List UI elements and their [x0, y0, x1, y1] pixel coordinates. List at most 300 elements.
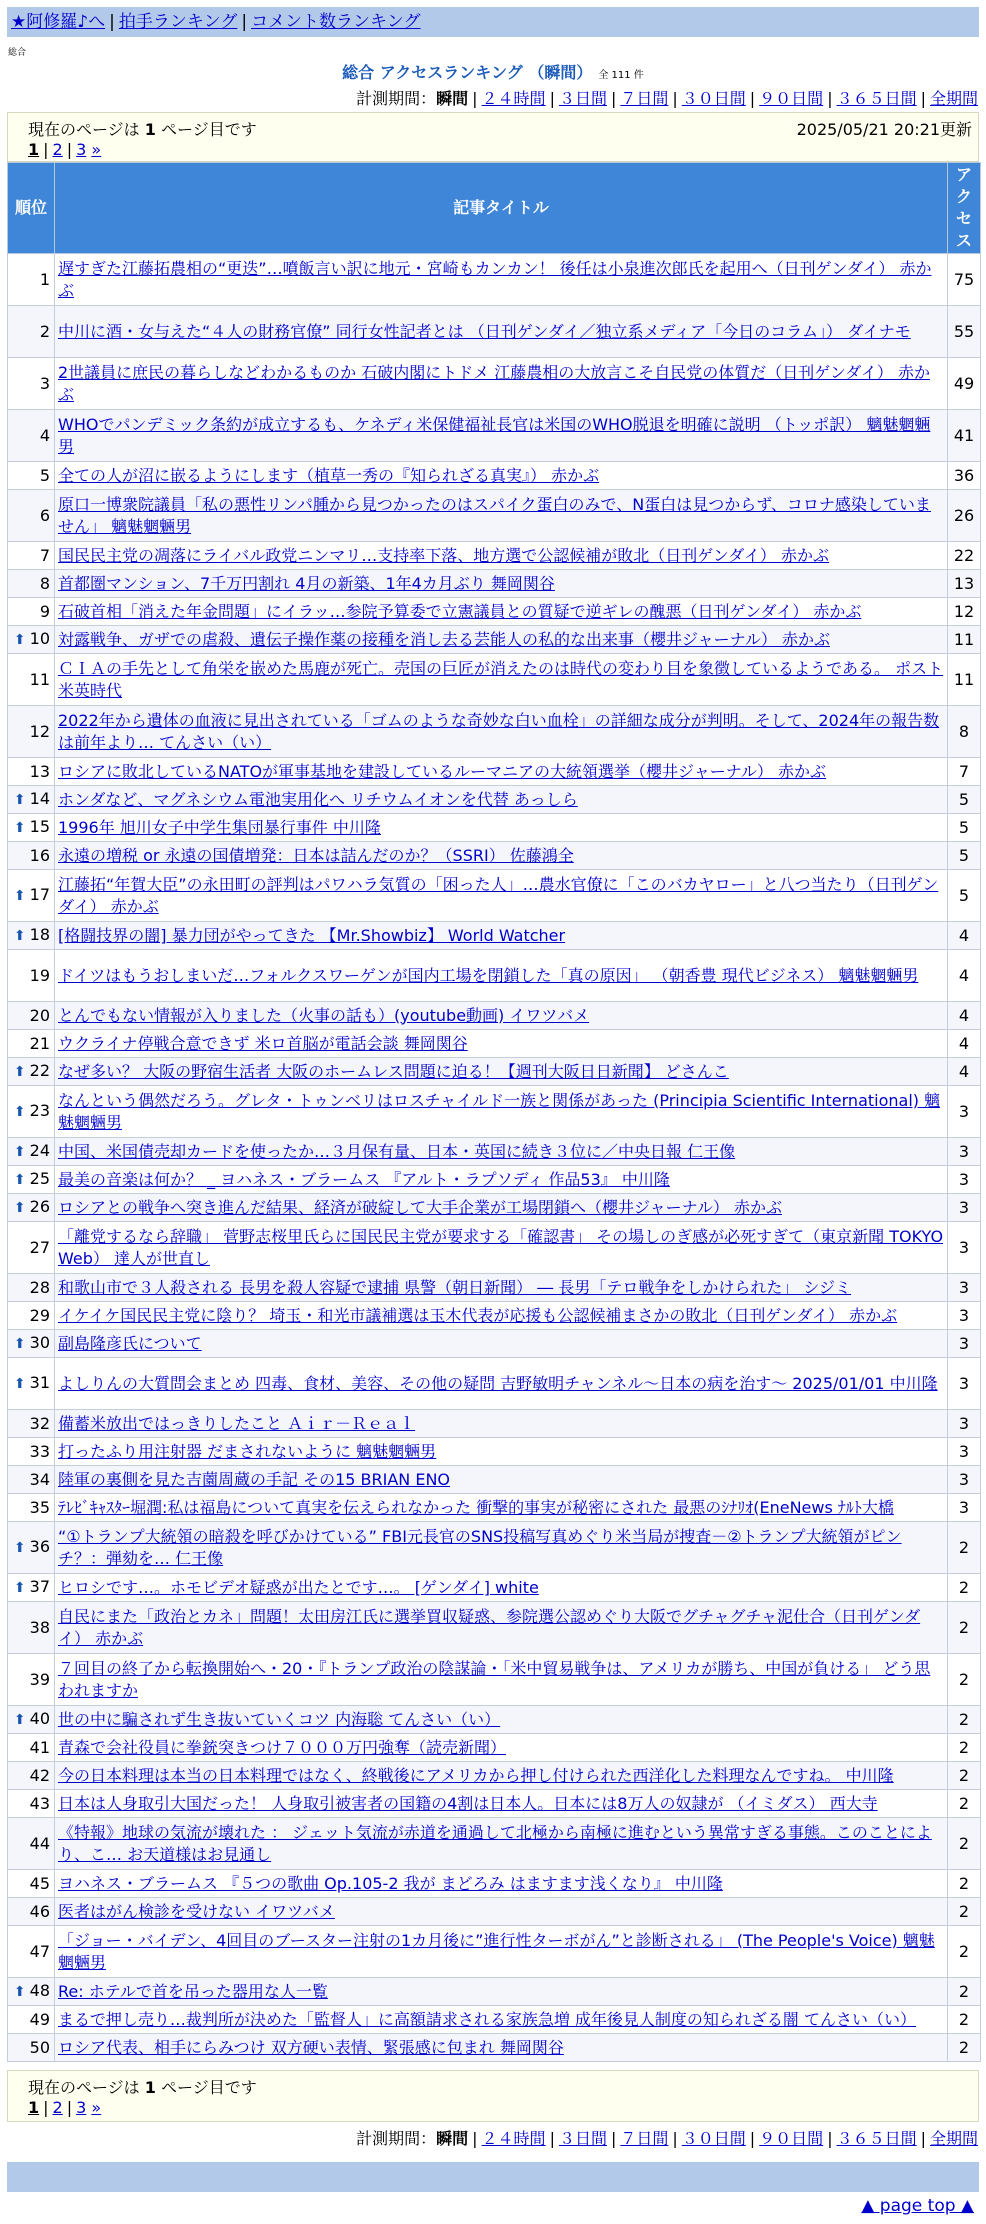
rank-number: 5: [39, 465, 50, 485]
access-count: 4: [948, 950, 981, 1002]
access-count: 2: [948, 1898, 981, 1926]
article-title-link[interactable]: 備蓄米放出ではっきりしたこと Ａｉｒ－Ｒｅａｌ: [58, 1413, 416, 1433]
access-count: 49: [948, 358, 981, 410]
access-count: 3: [948, 1166, 981, 1194]
title-cell: [55, 410, 948, 462]
rank-number: 11: [29, 669, 50, 689]
article-title-link[interactable]: 石破首相「消えた年金問題」にイラッ…参院予算委で立憲議員との質疑で逆ギレの醜悪（日刊ゲンダイ） 赤かぶ: [58, 601, 862, 621]
table-row: [8, 1898, 981, 1926]
rank-cell: [8, 306, 55, 358]
rank-cell: [8, 598, 55, 626]
article-title-link[interactable]: 「離党するなら辞職」 菅野志桜里氏らに国民民主党が要求する「確認書」 その場しのぎ感が必死すぎて（東京新聞 TOKYO Web） 達人が世直し: [58, 1226, 944, 1268]
rank-cell: [8, 922, 55, 950]
access-count: 5: [948, 814, 981, 842]
col-title-header: 記事タイトル: [55, 163, 948, 254]
table-row: [8, 1274, 981, 1302]
article-title-link[interactable]: 中国、米国債売却カードを使ったか…３月保有量、日本・英国に続き３位に／中央日報 仁王像: [58, 1141, 736, 1161]
article-title-link[interactable]: 1996年 旭川女子中学生集団暴行事件 中川隆: [58, 817, 381, 837]
access-count: 3: [948, 1302, 981, 1330]
article-title-link[interactable]: 今の日本料理は本当の日本料理ではなく、終戦後にアメリカから押し付けられた西洋化した料理なんですね。 中川隆: [58, 1765, 894, 1785]
access-count: 2: [948, 2006, 981, 2034]
table-row: [8, 598, 981, 626]
article-title-link[interactable]: ﾃﾚﾋﾞｷｬｽﾀｰ堀潤:私は福島について真実を伝えられなかった 衝撃的事実が秘密にされた 最悪のｼﾅﾘｵ(EneNews ﾅﾙﾄ大橋: [58, 1497, 894, 1517]
nav-comment-ranking-link[interactable]: コメント数ランキング: [251, 12, 421, 32]
rank-cell: [8, 1522, 55, 1574]
table-row: [8, 758, 981, 786]
rank-cell: [8, 1166, 55, 1194]
article-title-link[interactable]: [格闘技界の闇] 暴力団がやってきた 【Mr.Showbiz】 World Watcher: [58, 925, 566, 945]
table-row: [8, 570, 981, 598]
access-count: 3: [948, 1222, 981, 1274]
table-row: [8, 2006, 981, 2034]
current-page-text: 現在のページは 1 ページ目です: [28, 2078, 257, 2097]
nav-home-link[interactable]: ★阿修羅♪へ: [11, 12, 106, 32]
title-cell: [55, 922, 948, 950]
access-count: 4: [948, 922, 981, 950]
access-count: 5: [948, 842, 981, 870]
access-count: 22: [948, 542, 981, 570]
table-row: [8, 870, 981, 922]
pagination: 1 | 2 | 3 »: [28, 2098, 102, 2117]
title-cell: [55, 490, 948, 542]
pager-page-link[interactable]: 2: [52, 2098, 63, 2117]
title-cell: [55, 786, 948, 814]
article-title-link[interactable]: 「ジョー・バイデン、4回目のブースター注射の1カ月後に”進行性ターボがん”と診断される」 (The People's Voice) 魑魅魍魎男: [58, 1930, 935, 1972]
access-count: 3: [948, 1410, 981, 1438]
period-label: 計測期間：: [356, 89, 437, 108]
rank-cell: [8, 1926, 55, 1978]
rank-up-arrow-icon: ⬆: [13, 1984, 26, 2000]
rank-up-arrow-icon: ⬆: [13, 1712, 26, 1728]
article-title-link[interactable]: ７回目の終了から転換開始へ・20・『トランプ政治の陰謀論・「米中貿易戦争は、アメリカが勝ち、中国が負ける」 どう思われますか: [58, 1658, 931, 1700]
article-title-link[interactable]: 対露戦争、ガザでの虐殺、遺伝子操作薬の接種を消し去る芸能人の私的な出来事（櫻井ジャーナル） 赤かぶ: [58, 629, 830, 649]
pager-page-link[interactable]: 2: [52, 140, 63, 159]
article-title-link[interactable]: 2022年から遺体の血液に見出されている「ゴムのような奇妙な白い血栓」の詳細な成分が判明。そして、2024年の報告数は前年より… てんさい（い）: [58, 710, 940, 752]
title-cell: [55, 1790, 948, 1818]
title-cell: [55, 542, 948, 570]
rank-cell: [8, 842, 55, 870]
rank-cell: [8, 490, 55, 542]
access-count: 4: [948, 1030, 981, 1058]
article-title-link[interactable]: 副島隆彦氏について: [58, 1333, 202, 1353]
rank-up-arrow-icon: ⬆: [13, 1580, 26, 1596]
period-link[interactable]: ７日間: [620, 2129, 669, 2148]
access-count: 3: [948, 1358, 981, 1410]
period-current: 瞬間: [436, 2129, 469, 2148]
rank-cell: [8, 1494, 55, 1522]
access-count: 3: [948, 1086, 981, 1138]
title-cell: [55, 1494, 948, 1522]
article-title-link[interactable]: まるで押し売り…裁判所が決めた「監督人」に高額請求される家族急増 成年後見人制度の知られざる闇 てんさい（い）: [58, 2009, 917, 2029]
period-link[interactable]: ３６５日間: [836, 89, 917, 108]
table-row: [8, 358, 981, 410]
period-link[interactable]: ３日間: [558, 89, 607, 108]
table-row: [8, 306, 981, 358]
rank-number: 32: [29, 1413, 50, 1433]
article-title-link[interactable]: ドイツはもうおしまいだ…フォルクスワーゲンが国内工場を閉鎖した「真の原因」 （朝香豊 現代ビジネス） 魑魅魍魎男: [58, 965, 919, 985]
rank-up-arrow-icon: ⬆: [13, 1200, 26, 1216]
rank-up-arrow-icon: ⬆: [13, 1064, 26, 1080]
title-cell: [55, 1302, 948, 1330]
title-cell: [55, 1222, 948, 1274]
access-count: 3: [948, 1438, 981, 1466]
title-cell: [55, 1194, 948, 1222]
rank-number: 4: [39, 425, 50, 445]
title-cell: [55, 1358, 948, 1410]
access-count: 3: [948, 1466, 981, 1494]
page-info-box: [7, 112, 979, 162]
rank-number: 50: [29, 2037, 50, 2057]
table-row: [8, 1602, 981, 1654]
col-count-header: アクセス: [948, 163, 981, 254]
table-row: [8, 654, 981, 706]
table-row: [8, 1410, 981, 1438]
title-cell: [55, 1706, 948, 1734]
article-title-link[interactable]: 陸軍の裏側を見た吉薗周蔵の手記 その15 BRIAN ENO: [58, 1469, 451, 1489]
title-cell: [55, 1898, 948, 1926]
access-count: 2: [948, 1978, 981, 2006]
title-cell: [55, 1410, 948, 1438]
rank-cell: [8, 1438, 55, 1466]
table-row: [8, 1138, 981, 1166]
rank-number: 14: [29, 789, 50, 808]
access-count: 3: [948, 1138, 981, 1166]
rank-number: 42: [29, 1765, 50, 1785]
table-row: [8, 1706, 981, 1734]
rank-cell: [8, 358, 55, 410]
access-count: 55: [948, 306, 981, 358]
category-label: 総合: [8, 48, 27, 58]
period-link[interactable]: ７日間: [620, 89, 669, 108]
rank-cell: [8, 1898, 55, 1926]
rank-cell: [8, 1654, 55, 1706]
article-title-link[interactable]: ヨハネス・ブラームス 『５つの歌曲 Op.105-2 我が まどろみ はますます浅くなり』 中川隆: [58, 1873, 723, 1893]
rank-number: 22: [29, 1061, 50, 1080]
article-title-link[interactable]: 国民民主党の凋落にライバル政党ニンマリ…支持率下落、地方選で公認候補が敗北（日刊ゲンダイ） 赤かぶ: [58, 545, 830, 565]
period-current: 瞬間: [436, 89, 469, 108]
rank-number: 3: [39, 373, 50, 393]
rank-cell: [8, 626, 55, 654]
article-title-link[interactable]: 《特報》地球の気流が壊れた ： ジェット気流が赤道を通過して北極から南極に進むという異常すぎる事態。このことにより、こ… お天道様はお見通し: [58, 1822, 932, 1864]
access-count: 4: [948, 1058, 981, 1086]
table-row: [8, 542, 981, 570]
ranking-table: [7, 162, 981, 2062]
rank-cell: [8, 950, 55, 1002]
title-cell: [55, 358, 948, 410]
rank-number: 49: [29, 2009, 50, 2029]
rank-number: 2: [39, 321, 50, 341]
top-nav-bar: ★阿修羅♪へ | 拍手ランキング | コメント数ランキング: [7, 7, 979, 37]
period-link[interactable]: ３０日間: [681, 2129, 746, 2148]
rank-number: 37: [29, 1577, 50, 1596]
table-row: [8, 1086, 981, 1138]
rank-cell: [8, 1762, 55, 1790]
table-row: [8, 1734, 981, 1762]
article-title-link[interactable]: ヒロシです…。ホモビデオ疑惑が出たとです…。 [ゲンダイ] white: [58, 1577, 539, 1597]
article-title-link[interactable]: 遅すぎた江藤拓農相の“更迭”…噴飯言い訳に地元・宮崎もカンカン！ 後任は小泉進次郎氏を起用へ（日刊ゲンダイ） 赤かぶ: [58, 258, 932, 300]
article-title-link[interactable]: 全ての人が沼に嵌るようにします（植草一秀の『知られざる真実』） 赤かぶ: [58, 465, 600, 485]
rank-number: 34: [29, 1469, 50, 1489]
rank-cell: [8, 1002, 55, 1030]
col-rank-header: 順位: [8, 163, 55, 254]
title-cell: [55, 2034, 948, 2062]
rank-cell: [8, 786, 55, 814]
title-cell: [55, 598, 948, 626]
title-cell: [55, 1466, 948, 1494]
table-row: [8, 1358, 981, 1410]
table-row: [8, 1222, 981, 1274]
rank-number: 48: [29, 1981, 50, 2000]
title-cell: [55, 1002, 948, 1030]
rank-up-arrow-icon: ⬆: [13, 888, 26, 904]
article-title-link[interactable]: なぜ多い？ 大阪の野宿生活者 大阪のホームレス問題に迫る！【週刊大阪日日新聞】 どさんこ: [58, 1061, 729, 1081]
page-title: [0, 60, 986, 83]
period-link[interactable]: ９０日間: [759, 2129, 824, 2148]
rank-number: 27: [29, 1237, 50, 1257]
rank-cell: [8, 1274, 55, 1302]
rank-cell: [8, 1978, 55, 2006]
rank-cell: [8, 1302, 55, 1330]
rank-number: 47: [29, 1941, 50, 1961]
rank-number: 7: [39, 545, 50, 565]
access-count: 4: [948, 1002, 981, 1030]
period-link[interactable]: ３０日間: [681, 89, 746, 108]
title-cell: [55, 570, 948, 598]
access-count: 8: [948, 706, 981, 758]
rank-cell: [8, 1870, 55, 1898]
title-cell: [55, 1818, 948, 1870]
rank-cell: [8, 1058, 55, 1086]
access-count: 2: [948, 1762, 981, 1790]
article-title-link[interactable]: 原口一博衆院議員「私の悪性リンパ腫から見つかったのはスパイク蛋白のみで、N蛋白は見つからず、コロナ感染していません」 魑魅魍魎男: [58, 494, 931, 536]
table-row: [8, 1302, 981, 1330]
table-row: [8, 1978, 981, 2006]
rank-cell: [8, 542, 55, 570]
title-cell: [55, 1978, 948, 2006]
rank-up-arrow-icon: ⬆: [13, 792, 26, 808]
access-count: 2: [948, 1574, 981, 1602]
rank-up-arrow-icon: ⬆: [13, 928, 26, 944]
rank-number: 31: [29, 1373, 50, 1392]
article-title-link[interactable]: 最美の音楽は何か？ _ ヨハネス・ブラームス 『アルト・ラプソディ 作品53』 中川隆: [58, 1169, 670, 1189]
table-row: [8, 2034, 981, 2062]
rank-cell: [8, 1330, 55, 1358]
title-cell: [55, 1654, 948, 1706]
period-link[interactable]: ２４時間: [481, 2129, 546, 2148]
access-count: 26: [948, 490, 981, 542]
access-count: 2: [948, 1706, 981, 1734]
rank-cell: [8, 814, 55, 842]
article-title-link[interactable]: 和歌山市で３人殺される 長男を殺人容疑で逮捕 県警（朝日新聞） ― 長男「テロ戦争をしかけられた」 シジミ: [58, 1277, 852, 1297]
title-cell: [55, 254, 948, 306]
rank-cell: [8, 1602, 55, 1654]
title-cell: [55, 1086, 948, 1138]
table-row: [8, 1002, 981, 1030]
rank-number: 8: [39, 573, 50, 593]
article-title-link[interactable]: とんでもない情報が入りました（火事の話も）(youtube動画) イワツバメ: [58, 1005, 590, 1025]
access-count: 3: [948, 1494, 981, 1522]
period-selector: 計測期間：瞬間 | ２４時間 | ３日間 | ７日間 | ３０日間 | ９０日間 | ３６５日間 | 全期間: [356, 89, 978, 108]
rank-number: 40: [29, 1709, 50, 1728]
access-count: 13: [948, 570, 981, 598]
access-count: 2: [948, 1522, 981, 1574]
table-row: [8, 1762, 981, 1790]
rank-number: 26: [29, 1197, 50, 1216]
rank-cell: [8, 1410, 55, 1438]
article-title-link[interactable]: ウクライナ停戦合意できず 米ロ首脳が電話会談 舞岡関谷: [58, 1033, 468, 1053]
title-cell: [55, 1870, 948, 1898]
rank-number: 36: [29, 1537, 50, 1556]
article-title-link[interactable]: 医者はがん検診を受けない イワツバメ: [58, 1901, 335, 1921]
access-count: 5: [948, 870, 981, 922]
article-title-link[interactable]: よしりんの大質問会まとめ 四毒、食材、美容、その他の疑問 吉野敏明チャンネル～日本の病を治す～ 2025/01/01 中川隆: [58, 1373, 938, 1393]
table-row: [8, 1926, 981, 1978]
article-title-link[interactable]: 打ったふり用注射器 だまされないように 魑魅魍魎男: [58, 1441, 437, 1461]
title-cell: [55, 1926, 948, 1978]
title-cell: [55, 2006, 948, 2034]
rank-number: 23: [29, 1101, 50, 1120]
title-cell: [55, 1438, 948, 1466]
rank-number: 28: [29, 1277, 50, 1297]
rank-number: 1: [39, 269, 50, 289]
rank-cell: [8, 462, 55, 490]
rank-cell: [8, 410, 55, 462]
rank-up-arrow-icon: ⬆: [13, 1376, 26, 1392]
rank-number: 39: [29, 1669, 50, 1689]
rank-cell: [8, 1138, 55, 1166]
rank-up-arrow-icon: ⬆: [13, 820, 26, 836]
rank-cell: [8, 1574, 55, 1602]
article-title-link[interactable]: Re: ホテルで首を吊った器用な人一覧: [58, 1981, 328, 2001]
pager-next-link[interactable]: »: [91, 2098, 102, 2117]
table-row: [8, 706, 981, 758]
title-cell: [55, 1058, 948, 1086]
rank-cell: [8, 254, 55, 306]
title-cell: [55, 758, 948, 786]
title-cell: [55, 1762, 948, 1790]
access-count: 12: [948, 598, 981, 626]
article-title-link[interactable]: なんという偶然だろう。グレタ・トゥンベリはロスチャイルド一族と関係があった (Principia Scientific International) 魑魅魍魎男: [58, 1090, 941, 1132]
page-top-link[interactable]: ▲ page top ▲: [861, 2196, 974, 2216]
access-count: 11: [948, 626, 981, 654]
article-title-link[interactable]: 自民にまた「政治とカネ」問題！太田房江氏に選挙買収疑惑、参院選公認めぐり大阪でグチャグチャ泥仕合（日刊ゲンダイ） 赤かぶ: [58, 1606, 921, 1648]
period-label: 計測期間：: [356, 2129, 437, 2148]
rank-number: 30: [29, 1333, 50, 1352]
rank-number: 13: [29, 761, 50, 781]
article-title-link[interactable]: 日本は人身取引大国だった！ 人身取引被害者の国籍の4割は日本人。日本には8万人の奴隷が （イミダス） 西大寺: [58, 1793, 878, 1813]
table-row: [8, 786, 981, 814]
article-title-link[interactable]: “①トランプ大統領の暗殺を呼びかけている” FBI元長官のSNS投稿写真めぐり米当局が捜査－②トランプ大統領がピンチ？：弾劾を… 仁王像: [58, 1526, 902, 1568]
title-cell: [55, 1522, 948, 1574]
period-link[interactable]: ９０日間: [759, 89, 824, 108]
period-link[interactable]: ３日間: [558, 2129, 607, 2148]
rank-number: 9: [39, 601, 50, 621]
title-cell: [55, 1030, 948, 1058]
rank-cell: [8, 706, 55, 758]
article-title-link[interactable]: WHOでパンデミック条約が成立するも、ケネディ米保健福祉長官は米国のWHO脱退を明確に説明 （トッポ訳） 魑魅魍魎男: [58, 414, 931, 456]
article-title-link[interactable]: ロシア代表、相手にらみつけ 双方硬い表情、緊張感に包まれ 舞岡関谷: [58, 2037, 564, 2057]
table-row: [8, 254, 981, 306]
rank-number: 18: [29, 925, 50, 944]
period-link[interactable]: ３６５日間: [836, 2129, 917, 2148]
table-row: [8, 922, 981, 950]
article-title-link[interactable]: 永遠の増税 or 永遠の国債増発：日本は詰んだのか？（SSRI） 佐藤鴻全: [58, 845, 574, 865]
rank-up-arrow-icon: ⬆: [13, 1172, 26, 1188]
table-row: [8, 1790, 981, 1818]
pager-page-link[interactable]: 3: [76, 2098, 87, 2117]
bottom-bar: [7, 2162, 979, 2192]
rank-cell: [8, 1222, 55, 1274]
current-page-text: 現在のページは 1 ページ目です: [28, 120, 257, 139]
article-title-link[interactable]: ホンダなど、マグネシウム電池実用化へ リチウムイオンを代替 あっしら: [58, 789, 578, 809]
title-cell: [55, 1138, 948, 1166]
article-title-link[interactable]: ロシアとの戦争へ突き進んだ結果、経済が破綻して大手企業が工場閉鎖へ（櫻井ジャーナル） 赤かぶ: [58, 1197, 782, 1217]
updated-time: 2025/05/21 20:21更新: [796, 120, 972, 139]
article-title-link[interactable]: 江藤拓“年賀大臣”の永田町の評判はパワハラ気質の「困った人」…農水官僚に「このバカヤロー」と八つ当たり（日刊ゲンダイ） 赤かぶ: [58, 874, 939, 916]
rank-number: 25: [29, 1169, 50, 1188]
access-count: 11: [948, 654, 981, 706]
table-row: [8, 410, 981, 462]
access-count: 2: [948, 1926, 981, 1978]
article-title-link[interactable]: 世の中に騙されず生き抜いていくコツ 内海聡 てんさい（い）: [58, 1709, 501, 1729]
article-title-link[interactable]: 中川に酒・女与えた“４人の財務官僚” 同行女性記者とは （日刊ゲンダイ／独立系メディア「今日のコラム」） ダイナモ: [58, 321, 911, 341]
rank-number: 6: [39, 505, 50, 525]
rank-number: 19: [29, 965, 50, 985]
rank-number: 38: [29, 1617, 50, 1637]
rank-number: 10: [29, 629, 50, 648]
access-count: 2: [948, 1654, 981, 1706]
rank-up-arrow-icon: ⬆: [13, 1144, 26, 1160]
rank-cell: [8, 1790, 55, 1818]
title-cell: [55, 1330, 948, 1358]
access-count: 3: [948, 1194, 981, 1222]
access-count: 75: [948, 254, 981, 306]
article-title-link[interactable]: 青森で会社役員に拳銃突きつけ７０００万円強奪（読売新聞）: [58, 1737, 507, 1757]
article-title-link[interactable]: イケイケ国民民主党に陰り？ 埼玉・和光市議補選は玉木代表が応援も公認候補まさかの敗北（日刊ゲンダイ） 赤かぶ: [58, 1305, 898, 1325]
rank-cell: [8, 1706, 55, 1734]
article-count: 全 111 件: [598, 70, 644, 81]
rank-cell: [8, 1194, 55, 1222]
nav-clap-ranking-link[interactable]: 拍手ランキング: [118, 12, 238, 32]
rank-number: 24: [29, 1141, 50, 1160]
article-title-link[interactable]: 首都圏マンション、7千万円割れ 4月の新築、1年4カ月ぶり 舞岡関谷: [58, 573, 555, 593]
access-count: 2: [948, 1734, 981, 1762]
period-link[interactable]: 全期間: [929, 2129, 978, 2148]
article-title-link[interactable]: ロシアに敗北しているNATOが軍事基地を建設しているルーマニアの大統領選挙（櫻井ジャーナル） 赤かぶ: [58, 761, 827, 781]
rank-cell: [8, 2006, 55, 2034]
rank-up-arrow-icon: ⬆: [13, 632, 26, 648]
rank-number: 17: [29, 885, 50, 904]
pager-page-link[interactable]: 3: [76, 140, 87, 159]
access-count: 36: [948, 462, 981, 490]
rank-cell: [8, 1734, 55, 1762]
rank-number: 41: [29, 1737, 50, 1757]
title-cell: [55, 1574, 948, 1602]
article-title-link[interactable]: ＣＩＡの手先として角栄を嵌めた馬鹿が死亡。売国の巨匠が消えたのは時代の変わり目を象徴しているようである。 ポスト米英時代: [58, 658, 944, 700]
pager-next-link[interactable]: »: [91, 140, 102, 159]
period-link[interactable]: ２４時間: [481, 89, 546, 108]
access-count: 5: [948, 786, 981, 814]
rank-cell: [8, 1818, 55, 1870]
title-cell: [55, 706, 948, 758]
rank-number: 20: [29, 1005, 50, 1025]
pager-current: 1: [28, 140, 40, 159]
table-row: [8, 1522, 981, 1574]
rank-up-arrow-icon: ⬆: [13, 1540, 26, 1556]
period-link[interactable]: 全期間: [929, 89, 978, 108]
article-title-link[interactable]: 2世議員に庶民の暮らしなどわかるものか 石破内閣にトドメ 江藤農相の大放言こそ自民党の体質だ（日刊ゲンダイ） 赤かぶ: [58, 362, 930, 404]
rank-up-arrow-icon: ⬆: [13, 1104, 26, 1120]
